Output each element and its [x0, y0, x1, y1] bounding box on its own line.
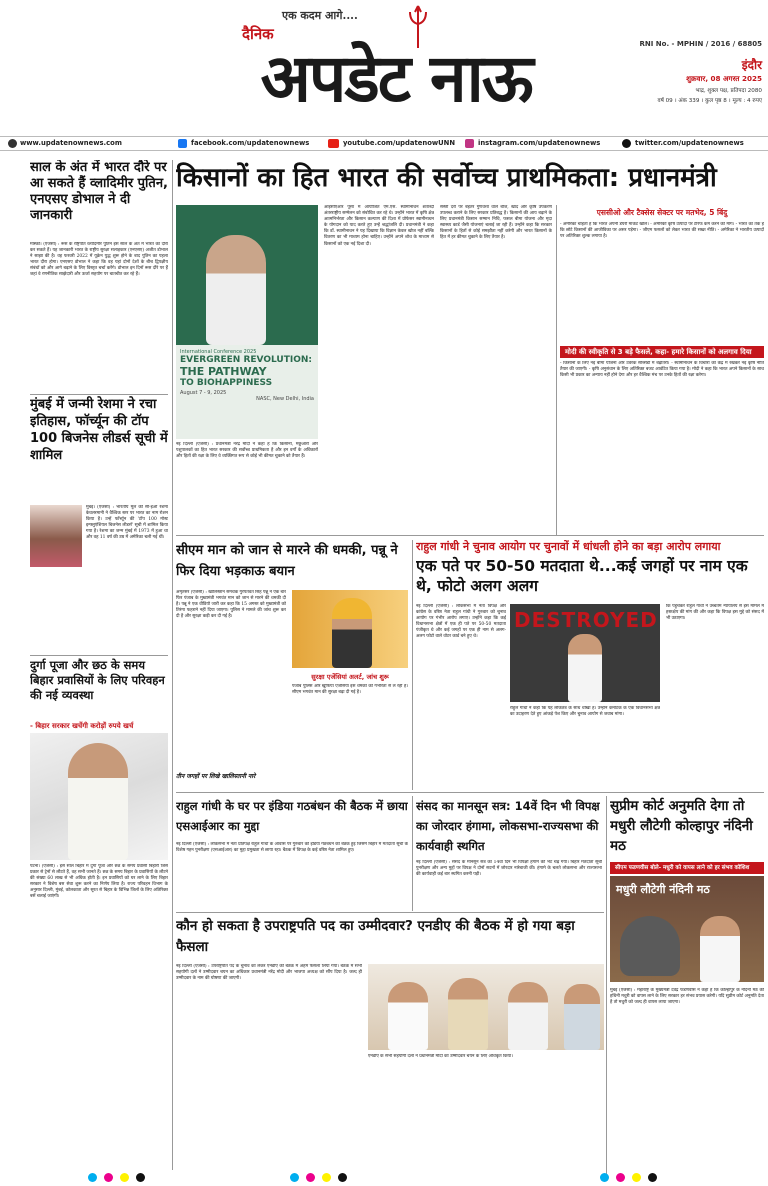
photo-figure	[564, 984, 600, 1050]
divider	[412, 540, 413, 790]
banner-line: International Conference 2025	[180, 349, 257, 355]
india-headline: राहुल गांधी के घर पर इंडिया गठबंधन की बैठक में छाया एसआईआर का मुद्दा	[176, 799, 408, 833]
photo-figure	[568, 634, 602, 702]
instagram-icon	[465, 139, 474, 148]
rahul-story3: कि पहुंचकर राहुल गांधी ने उच्चतम न्यायालय से इस मामले में हस्तक्षेप की मांग की और कहा कि विपक्ष इस मुद्दे को संसद में भी उठाएगा।	[666, 604, 764, 622]
photo-figure	[206, 235, 266, 345]
sc-story: मुंबई (एजेंसी) : महाराष्ट्र के मुख्यमंत्री देवेंद्र फडणवीस ने कहा है कि कोल्हापुर के नंदिनी मठ की हथिनी मधुरी को वापस लाने के लिए सरकार हर संभव प्रयास करेगी। यदि सुप्रीम कोर्ट अनुमति देता है तो मधुरी को जल्द ही वापस लाया जाएगा।	[610, 988, 764, 1006]
divider	[606, 796, 607, 1176]
social-bar	[0, 136, 768, 151]
panchang: भाद्र, शुक्ल पक्ष, प्रतिपदा 2080	[695, 88, 762, 94]
divider	[30, 655, 168, 656]
cm-photo-caption: सुरक्षा एजेंसियां अलर्ट, जांच शुरू	[311, 673, 389, 681]
bihar-headline: दुर्गा पूजा और छठ के समय बिहार प्रवासियों के लिए परिवहन की नई व्यवस्था	[30, 658, 165, 702]
rahul-subhead: एक पते पर 50-50 मतदाता थे...कई जगहों पर नाम एक थे, फोटो अलग अलग	[416, 557, 748, 595]
vp-headline: कौन हो सकता है उपराष्ट्रपति पद का उम्मीदवार? एनडीए की बैठक में हो गया बड़ा फैसला	[176, 918, 575, 955]
banner-line: THE PATHWAY	[180, 365, 267, 378]
photo-figure	[388, 982, 428, 1050]
putin-headline: साल के अंत में भारत दौरे पर आ सकते हैं व्लादिमीर पुतिन, एनएसए डोभाल ने दी जानकारी	[30, 160, 168, 223]
newspaper-title: अपडेट नाऊ	[260, 39, 532, 117]
divider	[176, 912, 604, 913]
sc-bar: सीएम फडणवीस बोले- मधुरी को वापस लाने को हर संभव कोशिश	[610, 862, 764, 874]
facebook-link[interactable]: facebook.com/updatenownews	[191, 139, 310, 147]
cm-mann-photo	[292, 590, 408, 668]
twitter-link[interactable]: twitter.com/updatenownews	[635, 139, 744, 147]
photo-figure	[700, 916, 740, 982]
magenta-dot	[306, 1173, 315, 1182]
sansad-headline: संसद का मानसून सत्र: 14वें दिन भी विपक्ष का जोरदार हंगामा, लोकसभा-राज्यसभा की कार्यवाही स्थगित	[416, 799, 600, 853]
right-box-title: एससीओ और टैक्सेस सेक्टर पर मतभेद, 5 बिंदु	[596, 208, 728, 217]
cyan-dot	[88, 1173, 97, 1182]
rahul-story1: नई दिल्ली (एजेंसी) : लोकसभा में नेता विपक्ष और कांग्रेस के वरिष्ठ नेता राहुल गांधी ने गुरुवार को चुनाव आयोग पर गंभीर आरोप लगाए। उन्होंने कहा कि कई विधानसभा क्षेत्रों में एक ही पते पर 50-50 मतदाता पंजीकृत थे और कई जगहों पर एक ही नाम से अलग-अलग फोटो वाले वोटर कार्ड बने हुए थे।	[416, 604, 506, 640]
rni-number: RNI No. - MPHIN / 2016 / 68805	[639, 40, 762, 48]
yellow-dot	[632, 1173, 641, 1182]
facebook-icon	[178, 139, 187, 148]
rahul-gandhi-photo	[510, 604, 660, 702]
rahul-headline: राहुल गांधी ने चुनाव आयोग पर चुनावों में धांधली होने का बड़ा आरोप लगाया	[416, 540, 721, 553]
banner-dates: August 7 - 9, 2025	[180, 390, 227, 396]
photo-figure	[508, 982, 548, 1050]
divider	[176, 535, 764, 536]
nitish-photo	[30, 733, 168, 860]
rahul-story2: राहुल गांधी ने कहा कि यह लोकतंत्र के साथ धोखा है। उन्होंने कर्नाटक के एक विधानसभा क्षेत्र का उदाहरण देते हुए आंकड़े पेश किए और चुनाव आयोग से जवाब मांगा।	[510, 706, 660, 718]
photo-figure	[448, 978, 488, 1050]
reshma-photo	[30, 505, 82, 567]
magenta-dot	[616, 1173, 625, 1182]
youtube-link[interactable]: youtube.com/updatenowUNN	[343, 139, 456, 147]
website-link[interactable]: www.updatenownews.com	[20, 139, 122, 147]
right-box-text1: - अमेरिका चाहता है कि भारत अपनी डेयरी मार्केट खोले। - अमेरिकी कृषि उत्पादों पर टैरिफ कम करने की मांग। - भारत का तर्क है कि छोटे किसानों की आजीविका पर असर पड़ेगा। - जीएम फसलों को लेकर भारत की सख्त नीति। - अमेरिका ने भारतीय उत्पादों पर अतिरिक्त शुल्क लगाया है।	[560, 222, 764, 240]
tagline: एक कदम आगे....	[282, 9, 358, 22]
banner-place: NASC, New Delhi, India	[256, 396, 314, 402]
photo-title: मधुरी लौटेगी नंदिनी मठ	[616, 883, 710, 896]
vp-story: नई दिल्ली (एजेंसी) : उपराष्ट्रपति पद के चुनाव को लेकर एनडीए की बैठक में अहम फैसला लिया गया। बैठक में सभी सहयोगी दलों ने उम्मीदवार चयन का अधिकार प्रधानमंत्री नरेंद्र मोदी और भाजपा अध्यक्ष को सौंप दिया है। जल्द ही उम्मीदवार के नाम की घोषणा की जाएगी।	[176, 964, 362, 982]
putin-story: मॉस्को। (एजेंसी) : रूस के राष्ट्रपति व्लादिमीर पुतिन इस साल के अंत में भारत का दौरा कर सकते हैं। यह जानकारी भारत के राष्ट्रीय सुरक्षा सलाहकार (एनएसए) अजीत डोभाल ने साझा की है। वह फरवरी 2022 में यूक्रेन युद्ध शुरू होने के बाद पुतिन का पहला भारत दौरा होगा। एनएसए डोभाल ने कहा कि वह यहां दोनों देशों के बीच द्विपक्षीय संबंधों को और आगे बढ़ाने के लिए विस्तृत चर्चा करेंगे। डोभाल इन दिनों रूस दौरे पर हैं जहां वे रणनीतिक साझेदारी और ऊर्जा सहयोग पर बातचीत कर रहे हैं।	[30, 242, 168, 278]
black-dot	[648, 1173, 657, 1182]
divider	[412, 796, 413, 911]
banner-line: TO BIOHAPPINESS	[180, 378, 273, 388]
vp-caption: एनडीए के सभी सहयोगी दलों ने प्रधानमंत्री मोदी को उम्मीदवार चयन के लिए अधिकृत किया।	[368, 1054, 513, 1059]
bihar-subhead: - बिहार सरकार खर्चेगी करोड़ों रुपये खर्च	[30, 722, 134, 730]
divider	[172, 160, 173, 1170]
divider	[176, 792, 764, 793]
madhuri-elephant-photo	[610, 876, 764, 982]
divider	[556, 205, 557, 535]
instagram-link[interactable]: instagram.com/updatenownews	[478, 139, 601, 147]
destroyed-label: DESTROYED	[514, 608, 658, 632]
cyan-dot	[290, 1173, 299, 1182]
banner-line: EVERGREEN REVOLUTION:	[180, 355, 312, 365]
cyan-dot	[600, 1173, 609, 1182]
elephant-figure	[620, 916, 680, 976]
person-figure	[68, 743, 128, 860]
black-dot	[136, 1173, 145, 1182]
conference-banner	[176, 345, 318, 439]
sansad-story: नई दिल्ली (एजेंसी) : संसद के मानसून सत्र का 14वां दिन भी विपक्षी हंगामे की भेंट चढ़ गया। बिहार मतदाता सूची पुनरीक्षण और अन्य मुद्दों पर विपक्ष ने दोनों सदनों में जोरदार नारेबाजी की। हंगामे के चलते लोकसभा और राज्यसभा की कार्यवाही कई बार स्थगित करनी पड़ी।	[416, 860, 602, 878]
reshma-story: मुंबई। (एजेंसी) : भारतीय मूल की सी-ईओ रेशमा केवलरमानी ने वैश्विक स्तर पर भारत का नाम रोशन किया है। उन्हें फॉर्च्यून की 'टॉप 100 मोस्ट इन्फ्लुएंशियल बिजनेस लीडर्स' सूची में शामिल किया गया है। रेशमा का जन्म मुंबई में 1973 में हुआ था और वह 11 वर्ष की उम्र में अमेरिका चली गई थीं।	[86, 505, 168, 541]
black-dot	[338, 1173, 347, 1182]
photo-figure	[332, 598, 372, 668]
sc-headline: सुप्रीम कोर्ट अनुमति देगा तो मधुरी लौटेगी कोल्हापुर नंदिनी मठ	[610, 798, 753, 854]
cm-headline: सीएम मान को जान से मारने की धमकी, पन्नू ने फिर दिया भड़काऊ बयान	[176, 543, 398, 579]
magenta-dot	[104, 1173, 113, 1182]
divider	[30, 394, 168, 395]
edition-city: इंदौर	[741, 58, 762, 72]
nda-meeting-photo	[368, 964, 604, 1050]
cm-story: अमृतसर (एजेंसी) : खालिस्तान समर्थक गुरपतवंत सिंह पन्नू ने एक बार फिर पंजाब के मुख्यमंत्री भगवंत मान को जान से मारने की धमकी दी है। पन्नू ने एक वीडियो जारी कर कहा कि 15 अगस्त को मुख्यमंत्री को तिरंगा फहराने नहीं दिया जाएगा। पुलिस ने मामले की जांच शुरू कर दी है और सुरक्षा कड़ी कर दी गई है।	[176, 590, 286, 620]
right-box-bar: मोदी की स्वीकृति से 3 बड़े फैसले, कहा- हमारे किसानों को अलगाव दिया	[560, 346, 764, 358]
india-story: नई दिल्ली (एजेंसी) : लोकसभा में नेता प्रतिपक्ष राहुल गांधी के आवास पर गुरुवार को इंडिया गठबंधन की बैठक हुई जिसमें बिहार में मतदाता सूची के विशेष गहन पुनरीक्षण (एसआईआर) का मुद्दा प्रमुखता से छाया रहा। बैठक में विपक्ष के कई वरिष्ठ नेता शामिल हुए।	[176, 842, 408, 854]
twitter-icon	[622, 139, 631, 148]
masthead	[0, 0, 768, 134]
yellow-dot	[322, 1173, 331, 1182]
right-box-text2: - किसानों के लिए नई बीमा योजना और उर्वरक सब्सिडी में बढ़ोतरी। - स्वामीनाथन के विचारों को केंद्र में रखकर नई कृषि नीति तैयार की जाएगी। - कृषि अनुसंधान के लिए अतिरिक्त बजट आवंटित किया गया है। मोदी ने कहा कि भारत अपने किसानों के साथ किसी भी प्रकार का अन्याय नहीं होने देगा और हर वैश्विक मंच पर उनके हितों की रक्षा करेगा।	[560, 361, 764, 379]
dainik-label: दैनिक	[242, 25, 274, 43]
issue-info: वर्ष 09 । अंक 339 । कुल पृष्ठ 8 । मूल्य : 4 रुपए	[657, 98, 762, 104]
youtube-icon	[328, 139, 339, 148]
reshma-headline: मुंबई में जन्मी रेशमा ने रचा इतिहास, फॉर्च्यून की टॉप 100 बिजनेस लीडर्स सूची में शामिल	[30, 397, 168, 463]
globe-icon	[8, 139, 17, 148]
bihar-story: पटना। (एजेंसी) : इस साल बिहार में दुर्गा पूजा और छठ के समय प्रवासी बिहारी जिस प्रकार से ट्रेनों से लौटते हैं, वह सभी जानते हैं। छठ के समय बिहार के प्रवासियों के लौटने की संख्या 60 लाख से भी अधिक होती है। इन प्रवासियों को घर लाने के लिए बिहार सरकार ने विशेष बस सेवा शुरू करने का निर्णय लिया है। राज्य परिवहन विभाग के अनुसार दिल्ली, मुंबई, कोलकाता और सूरत से बिहार के विभिन्न जिलों के लिए अतिरिक्त बसें चलाई जाएंगी।	[30, 864, 168, 900]
registration-marks	[0, 1173, 768, 1183]
edition-date: शुक्रवार, 08 अगस्त 2025	[686, 74, 762, 83]
cm-tag: तीन जगहों पर लिखे खालिस्तानी नारे	[176, 773, 256, 780]
cm-story2: पंजाब पुलिस और खुफिया एजेंसियां इस धमकी को गंभीरता से ले रही हैं। सीएम भगवंत मान की सुरक्षा बढ़ा दी गई है।	[292, 684, 408, 696]
yellow-dot	[120, 1173, 129, 1182]
lead-caption: नई दिल्ली (एजेंसी) : प्रधानमंत्री नरेंद्र मोदी ने कहा है कि किसानों, मछुआरों और पशुपालकों का हित भारत सरकार की सर्वोच्च प्राथमिकता है और इन वर्गों के अधिकारों और हितों की रक्षा के लिए वे व्यक्तिगत रूप से कोई भी कीमत चुकाने को तैयार हैं।	[176, 442, 318, 460]
lead-col2: आईसीएआर पूसा में आयोजित एम.एस. स्वामीनाथन शताब्दी अंतरराष्ट्रीय सम्मेलन को संबोधित कर रहे थे। उन्होंने भारत में कृषि क्षेत्र आत्मनिर्भरता और किसान कल्याण की दिशा में प्रोफेसर स्वामीनाथन के योगदान को याद करते हुए उन्हें श्रद्धांजलि दी। प्रधानमंत्री ने कहा कि डॉ. स्वामीनाथन ने यह दिखाया कि विज्ञान केवल खोज नहीं बल्कि वितरण का भी माध्यम होना चाहिए। उन्होंने अपने शोध के माध्यम से किसानों को एक नई दिशा दी।	[324, 205, 434, 247]
lead-headline: किसानों का हित भारत की सर्वोच्च प्राथमिकता: प्रधानमंत्री	[176, 163, 717, 193]
pm-modi-photo	[176, 205, 318, 439]
lead-col3: सस्ती दरों पर बेहतर गुणवत्ता वाले बीज, खाद और कृषि उपकरण उपलब्ध कराने के लिए सरकार प्रतिबद्ध है। किसानों की आय बढ़ाने के लिए प्रधानमंत्री किसान सम्मान निधि, फसल बीमा योजना और मृदा स्वास्थ्य कार्ड जैसी योजनाएं चलाई जा रही हैं। उन्होंने कहा कि सरकार किसानों के हितों से कोई समझौता नहीं करेगी और भारत किसानों के हित में हर कीमत चुकाने के लिए तैयार है।	[440, 205, 552, 241]
